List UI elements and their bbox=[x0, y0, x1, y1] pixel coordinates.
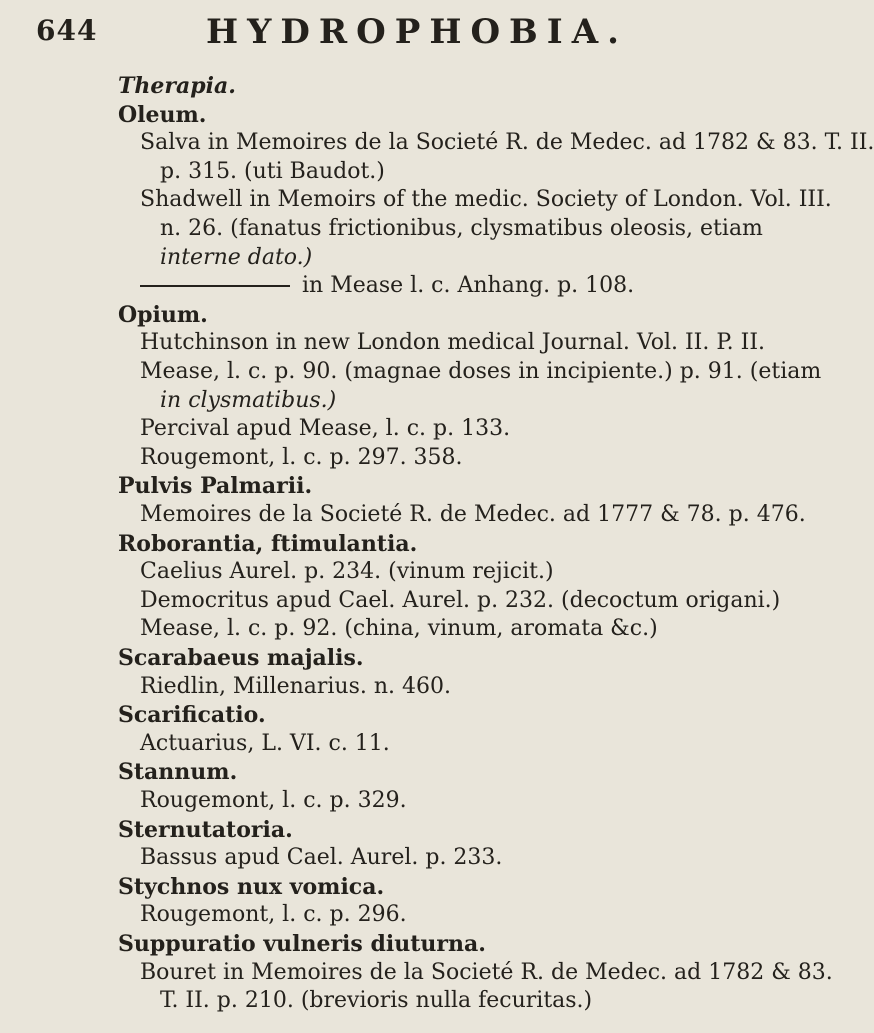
entry-heading bbox=[118, 301, 208, 329]
entry-heading bbox=[118, 101, 206, 129]
entry-text: Bouret in Memoires de la Societé R. de Medec. ad 1782 & 83. bbox=[140, 959, 833, 985]
entry-line bbox=[140, 901, 407, 929]
entry-line bbox=[140, 615, 658, 643]
entry-text: Shadwell in Memoirs of the medic. Society of London. Vol. III. bbox=[140, 187, 832, 213]
entry-heading bbox=[118, 758, 237, 786]
entry-line bbox=[160, 387, 336, 415]
entry-heading bbox=[118, 72, 236, 100]
page-number: 644 bbox=[36, 14, 98, 47]
entry-text: Rougemont, l. c. p. 296. bbox=[140, 902, 407, 928]
entry-text: Sternutatoria. bbox=[118, 816, 293, 843]
entry-text: in clysmatibus.) bbox=[160, 387, 337, 413]
entry-line bbox=[140, 501, 806, 529]
entry-line bbox=[160, 244, 312, 272]
entry-text: Therapia. bbox=[118, 73, 236, 99]
entry-text: in Mease l. c. Anhang. p. 108. bbox=[302, 273, 635, 299]
entry-text: Actuarius, L. VI. c. 11. bbox=[140, 730, 390, 756]
entry-text: Memoires de la Societé R. de Medec. ad 1777 & 78. p. 476. bbox=[140, 502, 806, 527]
entry-heading bbox=[118, 930, 486, 958]
entry-text: Opium. bbox=[118, 301, 208, 328]
ditto-rule bbox=[140, 285, 290, 287]
entry-text: Suppuratio vulneris diuturna. bbox=[118, 931, 486, 957]
entry-line bbox=[140, 587, 780, 615]
entry-line bbox=[160, 158, 385, 186]
running-header bbox=[36, 8, 636, 58]
entry-text: p. 315. (uti Baudot.) bbox=[160, 158, 385, 184]
entry-line bbox=[140, 415, 510, 443]
entry-text: Bassus apud Cael. Aurel. p. 233. bbox=[140, 845, 503, 871]
entry-line bbox=[140, 558, 554, 586]
entry-text: Rougemont, l. c. p. 297. 358. bbox=[140, 444, 463, 470]
entry-heading bbox=[118, 530, 417, 558]
entry-line bbox=[140, 959, 833, 987]
entry-text: Roborantia, ftimulantia. bbox=[118, 530, 418, 557]
entry-heading bbox=[140, 272, 634, 300]
entry-text: Riedlin, Millenarius. n. 460. bbox=[140, 673, 452, 699]
entry-text: Caelius Aurel. p. 234. (vinum rejicit.) bbox=[140, 559, 554, 585]
running-title: HYDROPHOBIA. bbox=[206, 12, 628, 52]
entry-text: Stychnos nux vomica. bbox=[118, 873, 385, 900]
entry-heading bbox=[118, 816, 293, 844]
entry-text: Stannum. bbox=[118, 759, 238, 786]
entry-text: Hutchinson in new London medical Journal. Vol. II. P. II. bbox=[140, 330, 766, 356]
entry-line bbox=[160, 215, 763, 243]
entry-text: Democritus apud Cael. Aurel. p. 232. (decoctum origani.) bbox=[140, 587, 781, 613]
entry-text: n. 26. (fanatus frictionibus, clysmatibus oleosis, etiam bbox=[160, 216, 763, 241]
entry-line bbox=[140, 444, 463, 472]
entry-line bbox=[140, 186, 832, 214]
entry-line bbox=[140, 730, 390, 758]
entry-text: Scarificatio. bbox=[118, 702, 266, 729]
entry-line bbox=[140, 358, 821, 386]
entry-heading bbox=[118, 873, 384, 901]
entry-text: Mease, l. c. p. 92. (china, vinum, aromata &c.) bbox=[140, 616, 658, 642]
entry-text: T. II. p. 210. (brevioris nulla fecuritas.) bbox=[160, 988, 593, 1014]
entry-text: Rougemont, l. c. p. 329. bbox=[140, 788, 407, 813]
entry-heading bbox=[118, 472, 312, 500]
entry-line bbox=[140, 673, 451, 701]
entry-text: interne dato.) bbox=[160, 244, 313, 270]
entry-heading bbox=[118, 644, 364, 672]
entry-line bbox=[140, 329, 765, 357]
entry-line bbox=[140, 129, 874, 157]
entry-heading bbox=[118, 701, 266, 729]
entry-line bbox=[160, 987, 592, 1015]
entry-text: Pulvis Palmarii. bbox=[118, 473, 313, 500]
entry-line bbox=[140, 844, 502, 872]
entry-line bbox=[140, 787, 407, 815]
entry-text: Scarabaeus majalis. bbox=[118, 645, 364, 671]
entry-text: Oleum. bbox=[118, 101, 207, 128]
entry-text: Mease, l. c. p. 90. (magnae doses in incipiente.) p. 91. (etiam bbox=[140, 359, 822, 384]
entry-text: Salva in Memoires de la Societé R. de Medec. ad 1782 & 83. T. II. bbox=[140, 130, 874, 156]
entry-text: Percival apud Mease, l. c. p. 133. bbox=[140, 416, 511, 442]
